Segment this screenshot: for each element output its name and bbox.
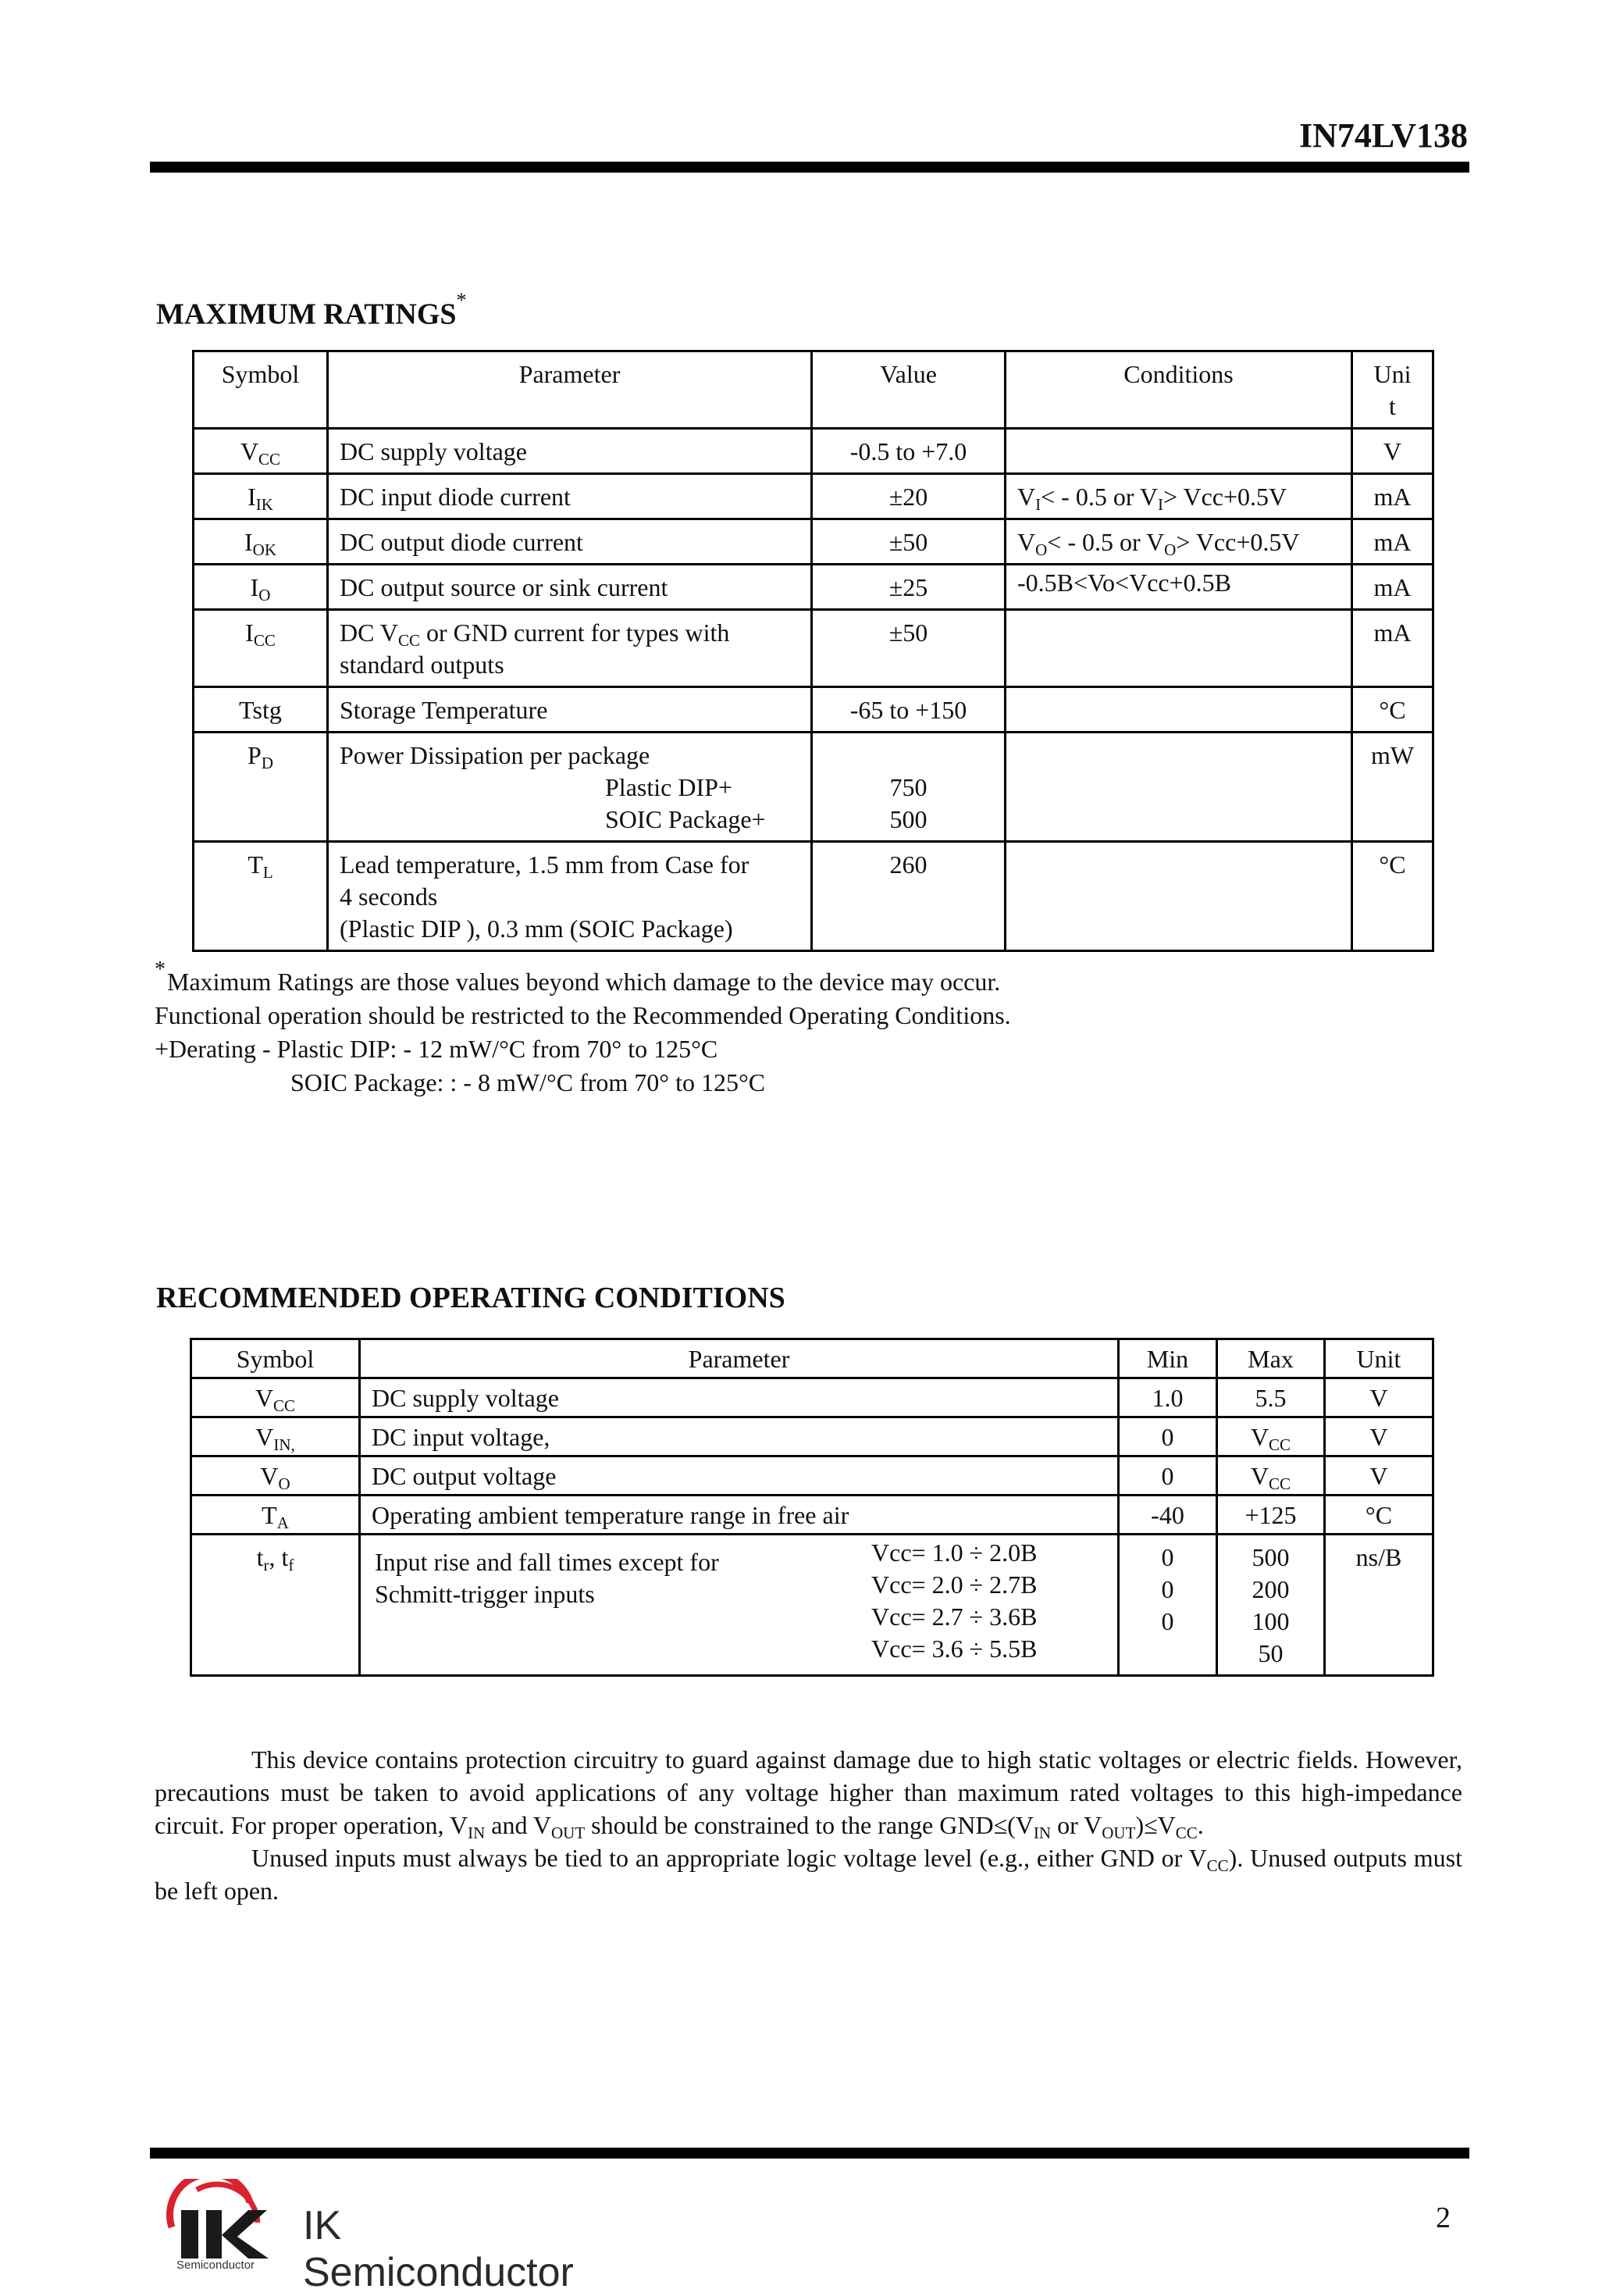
max-cell: $V_{CC}$ [1217,1456,1325,1496]
value-cell: -65 to +150 [812,687,1006,733]
value-cell: 260 [812,842,1006,951]
symbol-cell: Tstg [194,687,328,733]
logo-text: IK Semiconductor [303,2203,574,2295]
col-unit: Uni t [1352,351,1433,429]
footnote-mark: * [456,289,467,312]
parameter-cell: DC output voltage [360,1456,1119,1496]
symbol-cell: $I_{CC}$ [194,610,328,687]
value-cell: -0.5 to +7.0 [812,429,1006,474]
parameter-cell: Operating ambient temperature range in free air [360,1496,1119,1535]
min-cell: 0 [1119,1456,1217,1496]
col-symbol: Symbol [194,351,328,429]
min-cell: 0 0 0 [1119,1535,1217,1676]
table-row [194,687,1433,733]
body-text [155,1743,1462,1907]
conditions-cell [1006,687,1352,733]
value-cell: ±50 [812,610,1006,687]
symbol-cell: $V_{CC}$ [194,429,328,474]
table-row [191,1456,1433,1496]
max-ratings-notes [155,957,1011,1100]
symbol-cell: $V_{IN,}$ [191,1417,360,1456]
header-rule [150,162,1469,173]
table-header-row [191,1339,1433,1378]
parameter-cell: DC supply voltage [328,429,812,474]
protection-paragraph: This device contains protection circuitry to guard against damage due to high static voltages or electric fields. However, precautions must be taken to avoid applications of any voltage higher than maximum rated voltages to this high-impedance circuit. For proper operation, $V_{IN}$ and $V_{OUT}$ should be constrained to the range $GND\le(V_{IN}$ or $V_{OUT})\le V_{CC}$. [155,1745,1462,1842]
unit-cell: °C [1352,842,1433,951]
conditions-cell: -0.5B<Vo<Vcc+0.5B [1006,565,1352,610]
table-row [194,519,1433,565]
part-number: IN74LV138 [1299,116,1468,155]
col-unit: Unit [1325,1339,1433,1378]
logo-subtext: Semiconductor [176,2259,255,2272]
col-value: Value [812,351,1006,429]
table-row [191,1378,1433,1417]
parameter-cell: DC supply voltage [360,1378,1119,1417]
symbol-cell: $I_{OK}$ [194,519,328,565]
symbol-cell: $T_A$ [191,1496,360,1535]
value-cell: ±20 [812,474,1006,519]
unit-cell: V [1325,1417,1433,1456]
col-max: Max [1217,1339,1325,1378]
unit-cell: ns/B [1325,1535,1433,1676]
rec-conditions-title: RECOMMENDED OPERATING CONDITIONS [156,1282,785,1314]
table-row [194,474,1433,519]
col-symbol: Symbol [191,1339,360,1378]
value-cell: 750 500 [812,733,1006,842]
parameter-cell: Power Dissipation per package Plastic DIP+ SOIC Package+ [328,733,812,842]
col-parameter: Parameter [360,1339,1119,1378]
col-parameter: Parameter [328,351,812,429]
parameter-cell: Input rise and fall times except for Schmitt-trigger inputs Vcc= 1.0 ÷ 2.0B Vcc= 2.0 ÷ 2.7B Vcc= 2.7 ÷ 3.6B Vcc= 3.6 ÷ 5.5B [360,1535,1119,1676]
parameter-cell: DC input diode current [328,474,812,519]
ik-semiconductor-logo [166,2179,618,2295]
max-cell: +125 [1217,1496,1325,1535]
note-line: SOIC Package: : - 8 mW/°C from 70° to 125°C [290,1068,766,1096]
rec-conditions-table [190,1338,1434,1677]
table-row [191,1496,1433,1535]
table-row [194,842,1433,951]
conditions-cell: $V_I< - 0.5$ or $V_I> Vcc+0.5V$ [1006,474,1352,519]
table-row [191,1417,1433,1456]
unit-cell: V [1352,429,1433,474]
footer-rule [150,2148,1469,2159]
max-ratings-title [156,289,467,332]
parameter-cell: DC output diode current [328,519,812,565]
table-row [194,733,1433,842]
table-header-row [194,351,1433,429]
unit-cell: V [1325,1456,1433,1496]
unit-cell: mW [1352,733,1433,842]
footnote-mark: * [155,957,166,982]
parameter-cell: Lead temperature, 1.5 mm from Case for 4 seconds (Plastic DIP ), 0.3 mm (SOIC Package) [328,842,812,951]
symbol-cell: $P_D$ [194,733,328,842]
value-cell: ±50 [812,519,1006,565]
table-row [191,1535,1433,1676]
max-cell: $V_{CC}$ [1217,1417,1325,1456]
table-row [194,565,1433,610]
unit-cell: °C [1325,1496,1433,1535]
unit-cell: mA [1352,519,1433,565]
note-line: Functional operation should be restricted to the Recommended Operating Conditions. [155,1001,1011,1029]
max-cell: 500 200 100 50 [1217,1535,1325,1676]
parameter-cell: Storage Temperature [328,687,812,733]
unit-cell: mA [1352,565,1433,610]
conditions-cell: $V_O< - 0.5$ or $V_O> Vcc+0.5V$ [1006,519,1352,565]
note-line: +Derating - Plastic DIP: - 12 mW/°C from 70° to 125°C [155,1035,718,1063]
max-cell: 5.5 [1217,1378,1325,1417]
unit-cell: mA [1352,474,1433,519]
min-cell: 0 [1119,1417,1217,1456]
max-ratings-title-text: MAXIMUM RATINGS [156,298,457,331]
table-row [194,610,1433,687]
conditions-cell [1006,842,1352,951]
symbol-cell: $I_O$ [194,565,328,610]
table-row [194,429,1433,474]
conditions-cell [1006,733,1352,842]
min-cell: 1.0 [1119,1378,1217,1417]
conditions-cell [1006,610,1352,687]
unit-cell: °C [1352,687,1433,733]
parameter-cell: DC input voltage, [360,1417,1119,1456]
conditions-cell [1006,429,1352,474]
page-number: 2 [1436,2202,1451,2234]
parameter-cell: DC output source or sink current [328,565,812,610]
unit-cell: mA [1352,610,1433,687]
note-line: Maximum Ratings are those values beyond which damage to the device may occur. [167,968,1001,996]
parameter-cell: DC $V_{CC}$ or GND current for types with standard outputs [328,610,812,687]
max-ratings-table [192,350,1434,952]
symbol-cell: $t_r$, $t_f$ [191,1535,360,1676]
min-cell: -40 [1119,1496,1217,1535]
col-min: Min [1119,1339,1217,1378]
unused-inputs-paragraph: Unused inputs must always be tied to an appropriate logic voltage level (e.g., either GND or $V_{CC}$). Unused outputs must be left open. [155,1844,1462,1905]
value-cell: ±25 [812,565,1006,610]
col-conditions: Conditions [1006,351,1352,429]
symbol-cell: $V_{CC}$ [191,1378,360,1417]
unit-cell: V [1325,1378,1433,1417]
symbol-cell: $I_{IK}$ [194,474,328,519]
symbol-cell: $T_L$ [194,842,328,951]
symbol-cell: $V_O$ [191,1456,360,1496]
